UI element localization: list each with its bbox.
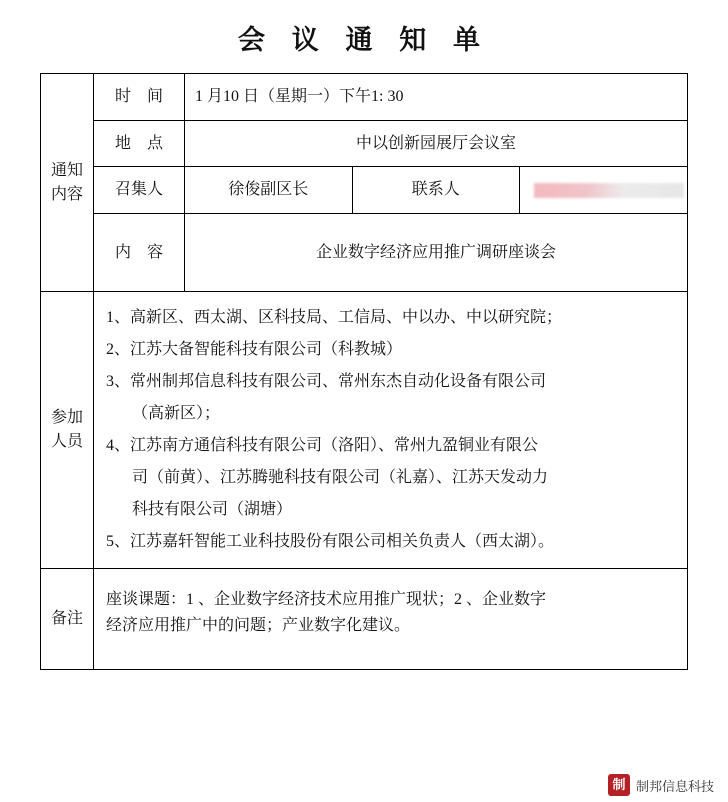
remarks-side-label [41,569,94,669]
notice-fields-table [94,74,687,291]
convener-row [94,167,687,214]
contact-value [520,167,688,214]
time-row [94,74,687,120]
list-item: 司（前黄）、江苏腾驰科技有限公司（礼嘉）、江苏天发动力 [132,469,549,487]
list-item: 3、常州制邦信息科技有限公司、常州东杰自动化设备有限公司 [106,373,547,391]
redacted-contact-block [534,183,684,198]
content-value: 企业数字经济应用推广调研座谈会 [185,213,688,291]
content-row [94,213,687,291]
remarks-line: 座谈课题：1 、企业数字经济技术应用推广现状；2 、企业数字 [106,591,547,609]
place-label: 地 点 [94,120,185,167]
place-value: 中以创新园展厅会议室 [185,120,688,167]
time-label: 时 间 [94,74,185,120]
remarks-line: 经济应用推广中的问题；产业数字化建议。 [106,616,411,634]
notice-body-cell [94,74,688,292]
notice-table [40,73,688,670]
participants-side-label [41,292,94,569]
participants-row [41,292,688,569]
remarks-side-label-text: 备注 [50,609,83,627]
participants-side-label-text: 参加人员 [50,409,83,451]
page-title: 会 议 通 知 单 [238,25,490,55]
notice-side-label [41,74,94,292]
contact-label: 联系人 [352,167,520,214]
place-row [94,120,687,167]
list-item: 2、江苏大备智能科技有限公司（科教城） [106,341,403,359]
convener-label: 召集人 [94,167,185,214]
list-item: 1、高新区、西太湖、区科技局、工信局、中以办、中以研究院； [106,309,563,327]
list-item: （高新区）； [132,405,221,423]
notice-side-label-text: 通知内容 [50,161,83,203]
list-item: 5、江苏嘉轩智能工业科技股份有限公司相关负责人（西太湖）。 [106,533,555,551]
list-item: 科技有限公司（湖塘） [132,501,293,519]
remarks-row [41,569,688,669]
time-value: 1 月10 日（星期一）下午1: 30 [185,74,688,120]
brand-name: 制邦信息科技 [635,778,714,794]
remarks-body [94,569,688,669]
brand-watermark [608,774,714,796]
brand-logo-icon: 制 [608,774,630,796]
participants-body [94,292,688,569]
list-item: 4、江苏南方通信科技有限公司（洛阳）、常州九盈铜业有限公 [106,437,539,455]
content-label: 内 容 [94,213,185,291]
notice-row [41,74,688,292]
convener-value: 徐俊副区长 [185,167,353,214]
